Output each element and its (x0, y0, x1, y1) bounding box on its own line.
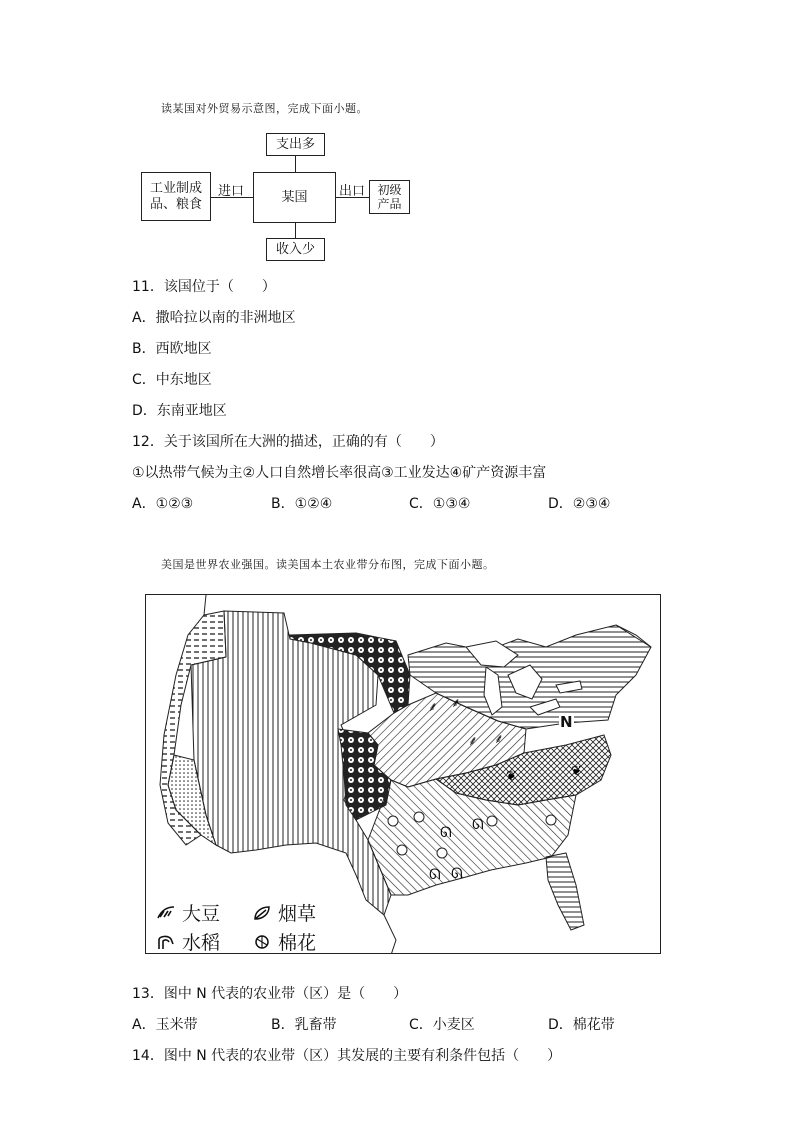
svg-text:⸙: ⸙ (494, 732, 504, 747)
q13-option-b[interactable]: B．乳畜带 (271, 1017, 337, 1033)
diagram-left-box (141, 172, 211, 221)
q13-option-a[interactable]: A．玉米带 (132, 1017, 198, 1033)
export-label: 出口 (339, 184, 366, 199)
diagram-connector (295, 156, 296, 172)
q11-option-b[interactable]: B．西欧地区 (132, 341, 212, 357)
svg-text:ᘏ: ᘏ (429, 867, 441, 883)
svg-text:ᘏ: ᘏ (451, 866, 463, 882)
question-14: 14．图中 N 代表的农业带（区）其发展的主要有利条件包括（ ） (132, 1048, 562, 1064)
diagram-left-line1: 工业制成 (149, 180, 202, 196)
soybean-icon (156, 905, 176, 921)
legend-soybean (156, 899, 220, 926)
svg-text:⸙: ⸙ (428, 700, 438, 715)
q12-option-b[interactable]: B．①②④ (271, 496, 333, 512)
legend-cotton (252, 928, 316, 954)
legend-rice (156, 928, 220, 954)
intro-text-2: 美国是世界农业强国。读美国本土农业带分布图，完成下面小题。 (161, 558, 495, 571)
diagram-connector (295, 223, 296, 238)
question-11: 11．该国位于（ ） (132, 279, 276, 295)
intro-text-1: 读某国对外贸易示意图，完成下面小题。 (161, 102, 368, 115)
svg-text:❦: ❦ (571, 764, 582, 779)
diagram-right-line2: 产品 (377, 197, 402, 211)
cotton-icon (252, 934, 272, 950)
svg-text:⸙: ⸙ (468, 734, 478, 749)
diagram-right-box (369, 180, 410, 214)
q12-option-d[interactable]: D．②③④ (548, 496, 611, 512)
map-n-label: N (560, 713, 573, 731)
us-agriculture-map (145, 594, 661, 954)
diagram-right-line1: 初级 (377, 183, 402, 197)
tobacco-icon (252, 905, 272, 921)
diagram-left-line2: 品、粮食 (149, 196, 202, 212)
svg-text:❦: ❦ (506, 769, 517, 784)
legend-soybean-label: 大豆 (182, 903, 221, 925)
q13-option-c[interactable]: C．小麦区 (409, 1017, 475, 1033)
import-label: 进口 (218, 184, 245, 199)
legend-cotton-label: 棉花 (278, 932, 317, 954)
q11-option-c[interactable]: C．中东地区 (132, 372, 212, 388)
map-graphic (146, 595, 661, 954)
q12-statements: ①以热带气候为主②人口自然增长率很高③工业发达④矿产资源丰富 (132, 465, 547, 481)
legend-tobacco (252, 899, 316, 926)
q11-option-a[interactable]: A．撒哈拉以南的非洲地区 (132, 310, 296, 326)
svg-text:ᘏ: ᘏ (472, 817, 484, 833)
q13-option-d[interactable]: D．棉花带 (548, 1017, 615, 1033)
rice-icon (156, 934, 176, 950)
svg-text:ᘏ: ᘏ (440, 825, 452, 841)
q11-option-d[interactable]: D．东南亚地区 (132, 403, 227, 419)
question-13: 13．图中 N 代表的农业带（区）是（ ） (132, 986, 408, 1002)
diagram-top-box: 支出多 (266, 133, 325, 156)
svg-text:⸙: ⸙ (451, 696, 461, 711)
legend-rice-label: 水稻 (182, 932, 221, 954)
diagram-center-box: 某国 (253, 172, 336, 223)
diagram-bottom-box: 收入少 (266, 238, 325, 261)
q12-option-c[interactable]: C．①③④ (409, 496, 471, 512)
question-12: 12．关于该国所在大洲的描述，正确的有（ ） (132, 434, 444, 450)
legend-tobacco-label: 烟草 (278, 903, 317, 925)
q12-option-a[interactable]: A．①②③ (132, 496, 194, 512)
